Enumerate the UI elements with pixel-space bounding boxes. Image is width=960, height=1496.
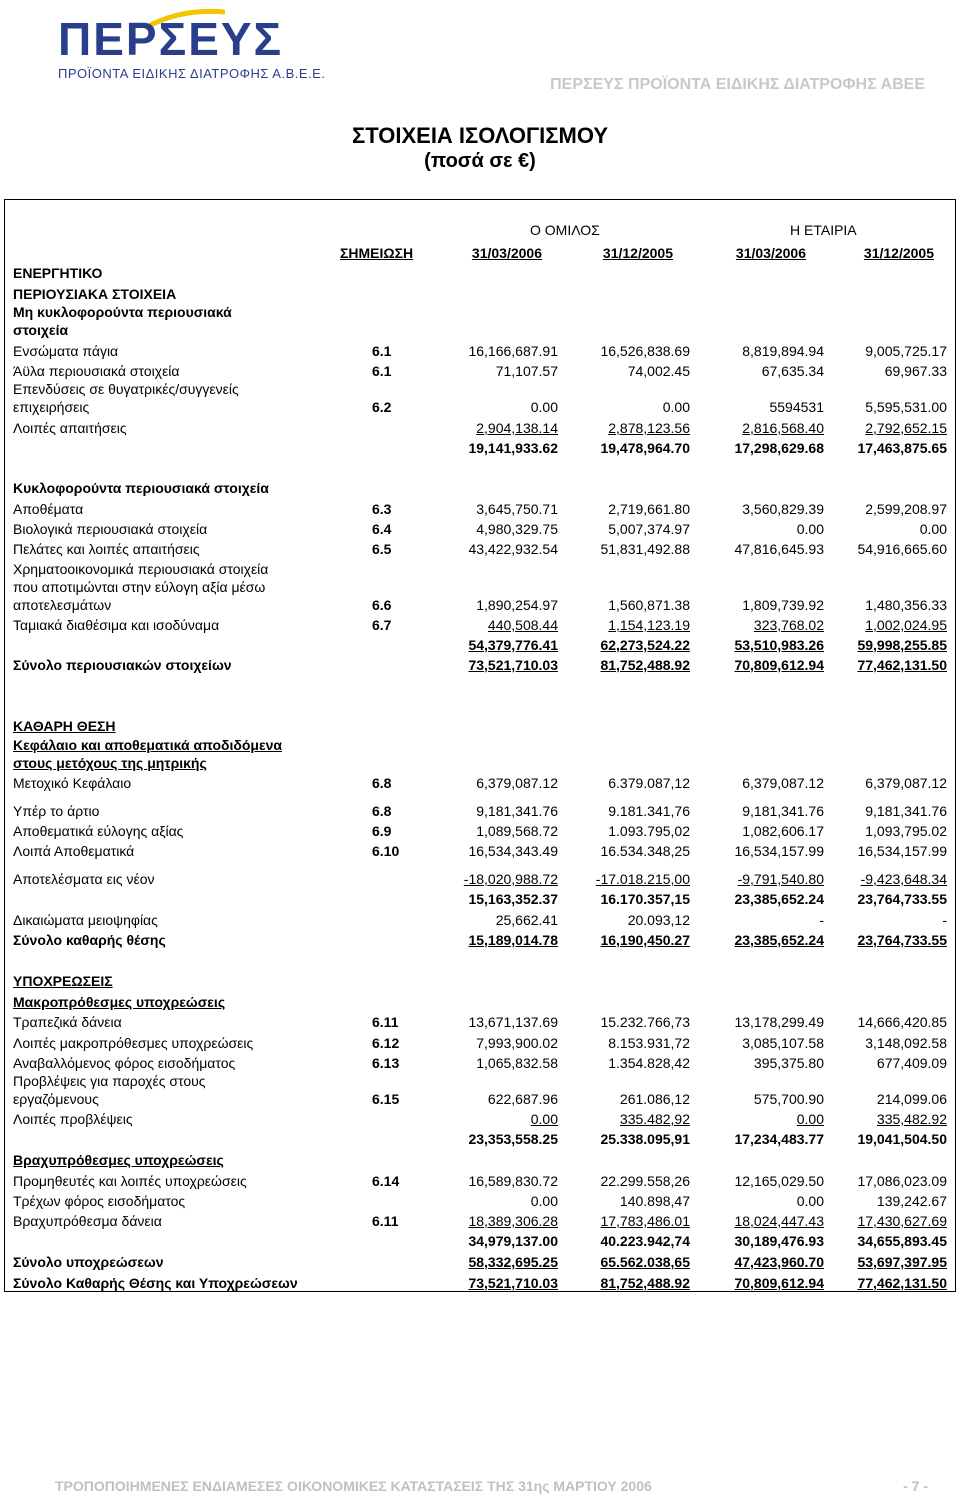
row-value: 23,764,733.55	[857, 891, 947, 907]
row-label: Τρέχων φόρος εισοδήματος	[13, 1193, 186, 1209]
row-value: 0.00	[530, 1111, 558, 1127]
row-value: 6,379,087.12	[476, 775, 558, 791]
header-group-current: 31/03/2006	[471, 245, 542, 261]
row-value: 0.00	[796, 1193, 824, 1209]
row-label: Άϋλα περιουσιακά στοιχεία	[13, 363, 180, 379]
row-value: 335.482,92	[619, 1111, 690, 1127]
row-value: 62,273,524.22	[600, 637, 690, 653]
row-value: 51,831,492.88	[600, 541, 690, 557]
row-label: αποτελεσμάτων	[13, 597, 112, 613]
row-value: 2,878,123.56	[608, 420, 690, 436]
row-value: 17,086,023.09	[857, 1173, 947, 1189]
row-note: 6.2	[372, 399, 392, 415]
row-value: 17,430,627.69	[857, 1213, 947, 1229]
row-value: 7,993,900.02	[476, 1035, 558, 1051]
row-value: 1,560,871.38	[608, 597, 690, 613]
row-value: 34,979,137.00	[468, 1233, 558, 1249]
row-value: 9,181,341.76	[476, 803, 558, 819]
company-header: ΠΕΡΣΕΥΣ ΠΡΟΪΟΝΤΑ ΕΙΔΙΚΗΣ ΔΙΑΤΡΟΦΗΣ ΑΒΕΕ	[550, 76, 925, 93]
row-label: Ενσώματα πάγια	[13, 343, 119, 359]
header-company-prior: 31/12/2005	[863, 245, 934, 261]
row-value: 16,589,830.72	[468, 1173, 558, 1189]
row-note: 6.6	[372, 597, 392, 613]
row-value: 139,242.67	[876, 1193, 947, 1209]
row-value: 0.00	[796, 521, 824, 537]
row-note: 6.11	[372, 1213, 399, 1229]
row-value: 16,190,450.27	[600, 932, 690, 948]
header-company-current: 31/03/2006	[735, 245, 806, 261]
row-value: 16,534,157.99	[734, 843, 824, 859]
group-label-group: Ο ΟΜΙΛΟΣ	[530, 222, 600, 238]
row-note: 6.10	[372, 843, 400, 859]
row-label: Λοιπές προβλέψεις	[13, 1111, 133, 1127]
row-label: Προμηθευτές και λοιπές υποχρεώσεις	[13, 1173, 247, 1189]
row-label: Βραχυπρόθεσμες υποχρεώσεις	[13, 1152, 224, 1168]
row-value: 3,148,092.58	[865, 1035, 947, 1051]
row-value: 18,024,447.43	[734, 1213, 824, 1229]
row-value: 70,809,612.94	[734, 1275, 824, 1291]
row-label: ΠΕΡΙΟΥΣΙΑΚΑ ΣΤΟΙΧΕΙΑ	[13, 286, 177, 302]
row-value: 1,809,739.92	[742, 597, 824, 613]
row-value: 13,671,137.69	[468, 1014, 558, 1030]
row-note: 6.1	[372, 363, 392, 379]
row-note: 6.8	[372, 803, 392, 819]
page-title: ΣΤΟΙΧΕΙΑ ΙΣΟΛΟΓΙΣΜΟΥ	[352, 123, 608, 148]
row-label: Κεφάλαιο και αποθεματικά αποδιδόμενα	[13, 737, 283, 753]
row-value: 23,353,558.25	[468, 1131, 558, 1147]
row-label: Δικαιώματα μειοψηφίας	[13, 912, 158, 928]
row-note: 6.14	[372, 1173, 400, 1189]
row-value: 0.00	[919, 521, 947, 537]
row-label: ΚΑΘΑΡΗ ΘΕΣΗ	[13, 718, 116, 734]
row-value: 677,409.09	[876, 1055, 947, 1071]
row-value: 6,379,087.12	[865, 775, 947, 791]
row-value: 2,816,568.40	[742, 420, 824, 436]
row-note: 6.15	[372, 1091, 400, 1107]
row-label: Υπέρ το άρτιο	[13, 803, 100, 819]
row-value: 3,645,750.71	[476, 501, 558, 517]
row-value: 5,595,531.00	[865, 399, 947, 415]
row-value: 1.093.795,02	[608, 823, 690, 839]
row-value: 77,462,131.50	[857, 657, 947, 673]
row-value: 1,002,024.95	[865, 617, 947, 633]
row-value: 1.354.828,42	[608, 1055, 690, 1071]
row-note: 6.5	[372, 541, 392, 557]
row-label: Προβλέψεις για παροχές στους	[13, 1073, 206, 1089]
row-value: 81,752,488.92	[600, 657, 690, 673]
row-label: Αναβαλλόμενος φόρος εισοδήματος	[13, 1055, 236, 1071]
row-value: 19,478,964.70	[600, 440, 690, 456]
row-value: 30,189,476.93	[734, 1233, 824, 1249]
row-value: 19,141,933.62	[468, 440, 558, 456]
row-label: Επενδύσεις σε θυγατρικές/συγγενείς	[13, 381, 239, 397]
row-value: 70,809,612.94	[734, 657, 824, 673]
row-value: 67,635.34	[761, 363, 824, 379]
row-value: 8,819,894.94	[742, 343, 824, 359]
row-label: Λοιπά Αποθεματικά	[13, 843, 135, 859]
row-value: 53,697,397.95	[857, 1254, 947, 1270]
row-value: 47,816,645.93	[734, 541, 824, 557]
row-label: Σύνολο καθαρής θέσης	[13, 932, 166, 948]
row-value: 19,041,504.50	[857, 1131, 947, 1147]
row-value: 23,385,652.24	[734, 932, 824, 948]
row-value: -	[942, 912, 947, 928]
row-value: 17,463,875.65	[857, 440, 947, 456]
row-label: εργαζόμενους	[13, 1091, 99, 1107]
row-value: 2,792,652.15	[865, 420, 947, 436]
row-value: 16,534,157.99	[857, 843, 947, 859]
row-value: 23,764,733.55	[857, 932, 947, 948]
row-value: 1,082,606.17	[742, 823, 824, 839]
row-value: 20.093,12	[627, 912, 690, 928]
row-value: 261.086,12	[619, 1091, 690, 1107]
logo-wordmark: ΠΕΡΣΕΥΣ	[58, 13, 284, 65]
row-label: Μακροπρόθεσμες υποχρεώσεις	[13, 994, 226, 1010]
row-value: 12,165,029.50	[734, 1173, 824, 1189]
row-label: Αποθεματικά εύλογης αξίας	[13, 823, 184, 839]
row-value: 0.00	[530, 399, 558, 415]
page-subtitle: (ποσά σε €)	[424, 150, 536, 172]
row-value: 2,904,138.14	[476, 420, 558, 436]
row-value: 17,234,483.77	[734, 1131, 824, 1147]
row-label: Βιολογικά περιουσιακά στοιχεία	[13, 521, 208, 537]
row-value: 23,385,652.24	[734, 891, 824, 907]
row-value: 73,521,710.03	[468, 1275, 558, 1291]
row-value: 0.00	[530, 1193, 558, 1209]
row-value: 25,662.41	[495, 912, 558, 928]
row-value: 622,687.96	[487, 1091, 558, 1107]
row-value: -17.018.215,00	[595, 871, 690, 887]
row-value: 335,482.92	[876, 1111, 947, 1127]
row-label: Σύνολο υποχρεώσεων	[13, 1254, 164, 1270]
row-label: Μετοχικό Κεφάλαιο	[13, 775, 132, 791]
row-value: 18,389,306.28	[468, 1213, 558, 1229]
row-value: 1,093,795.02	[865, 823, 947, 839]
row-value: 140.898,47	[619, 1193, 690, 1209]
row-label: Κυκλοφορούντα περιουσιακά στοιχεία	[13, 480, 269, 496]
header-note: ΣΗΜΕΙΩΣΗ	[340, 245, 414, 261]
row-value: 9,005,725.17	[865, 343, 947, 359]
header-group-prior: 31/12/2005	[602, 245, 673, 261]
row-value: 2,719,661.80	[608, 501, 690, 517]
row-value: 3,560,829.39	[742, 501, 824, 517]
row-label: ΥΠΟΧΡΕΩΣΕΙΣ	[13, 973, 113, 989]
row-value: -	[819, 912, 824, 928]
row-value: 22.299.558,26	[600, 1173, 690, 1189]
row-value: 0.00	[662, 399, 690, 415]
row-value: -18,020,988.72	[463, 871, 558, 887]
row-value: 4,980,329.75	[476, 521, 558, 537]
row-value: 15.232.766,73	[600, 1014, 690, 1030]
row-note: 6.3	[372, 501, 392, 517]
row-value: 34,655,893.45	[857, 1233, 947, 1249]
row-value: 395,375.80	[753, 1055, 824, 1071]
row-label: Λοιπές απαιτήσεις	[13, 420, 127, 436]
row-value: 81,752,488.92	[600, 1275, 690, 1291]
row-value: 1,480,356.33	[865, 597, 947, 613]
row-label: Χρηματοοικονομικά περιουσιακά στοιχεία	[13, 561, 269, 577]
footer-text: ΤΡΟΠΟΠΟΙΗΜΕΝΕΣ ΕΝΔΙΑΜΕΣΕΣ ΟΙΚΟΝΟΜΙΚΕΣ ΚΑΤΑΣΤΑΣΕΙΣ ΤΗΣ 31ης ΜΑΡΤΙΟΥ 2006	[55, 1478, 652, 1494]
row-value: 13,178,299.49	[734, 1014, 824, 1030]
row-value: 40.223.942,74	[600, 1233, 690, 1249]
row-value: 6.379.087,12	[608, 775, 690, 791]
row-value: 14,666,420.85	[857, 1014, 947, 1030]
row-label: Αποθέματα	[13, 501, 84, 517]
row-value: -9,423,648.34	[860, 871, 947, 887]
row-label: ΕΝΕΡΓΗΤΙΚΟ	[13, 265, 103, 281]
row-label: επιχειρήσεις	[13, 399, 90, 415]
row-label: Λοιπές μακροπρόθεσμες υποχρεώσεις	[13, 1035, 254, 1051]
row-value: 43,422,932.54	[468, 541, 558, 557]
row-value: 53,510,983.26	[734, 637, 824, 653]
row-value: -9,791,540.80	[737, 871, 824, 887]
row-value: 0.00	[796, 1111, 824, 1127]
row-note: 6.9	[372, 823, 392, 839]
row-value: 74,002.45	[627, 363, 690, 379]
row-value: 16,166,687.91	[468, 343, 558, 359]
row-label: στοιχεία	[13, 322, 69, 338]
row-value: 1,089,568.72	[476, 823, 558, 839]
row-value: 16,534,343.49	[468, 843, 558, 859]
row-note: 6.7	[372, 617, 392, 633]
row-note: 6.1	[372, 343, 392, 359]
row-value: 16.170.357,15	[600, 891, 690, 907]
row-label: που αποτιμώνται στην εύλογη αξία μέσω	[13, 579, 266, 595]
row-note: 6.12	[372, 1035, 400, 1051]
row-value: 47,423,960.70	[734, 1254, 824, 1270]
row-note: 6.11	[372, 1014, 399, 1030]
row-value: 77,462,131.50	[857, 1275, 947, 1291]
row-label: Βραχυπρόθεσμα δάνεια	[13, 1213, 162, 1229]
row-value: 1,154,123.19	[608, 617, 690, 633]
row-label: στους μετόχους της μητρικής	[13, 755, 207, 771]
row-value: 59,998,255.85	[857, 637, 947, 653]
row-note: 6.8	[372, 775, 392, 791]
row-value: 54,379,776.41	[468, 637, 558, 653]
page-number: - 7 -	[903, 1478, 928, 1494]
row-value: 3,085,107.58	[742, 1035, 824, 1051]
row-label: Ταμιακά διαθέσιμα και ισοδύναμα	[13, 617, 220, 633]
row-value: 65.562.038,65	[600, 1254, 690, 1270]
row-label: Πελάτες και λοιπές απαιτήσεις	[13, 541, 200, 557]
row-value: 2,599,208.97	[865, 501, 947, 517]
row-value: 17,783,486.01	[600, 1213, 690, 1229]
row-value: 1,890,254.97	[476, 597, 558, 613]
row-value: 5,007,374.97	[608, 521, 690, 537]
row-label: Σύνολο Καθαρής Θέσης και Υποχρεώσεων	[13, 1275, 298, 1291]
row-value: 15,189,014.78	[468, 932, 558, 948]
row-value: 17,298,629.68	[734, 440, 824, 456]
row-value: 15,163,352.37	[468, 891, 558, 907]
row-value: 73,521,710.03	[468, 657, 558, 673]
row-note: 6.13	[372, 1055, 400, 1071]
row-note: 6.4	[372, 521, 392, 537]
row-value: 8.153.931,72	[608, 1035, 690, 1051]
row-value: 9,181,341.76	[865, 803, 947, 819]
row-value: 54,916,665.60	[857, 541, 947, 557]
row-value: 58,332,695.25	[468, 1254, 558, 1270]
row-value: 9,181,341.76	[742, 803, 824, 819]
row-value: 575,700.90	[753, 1091, 824, 1107]
row-label: Μη κυκλοφορούντα περιουσιακά	[13, 304, 232, 320]
row-label: Τραπεζικά δάνεια	[13, 1014, 122, 1030]
row-value: 25.338.095,91	[600, 1131, 690, 1147]
row-value: 9.181.341,76	[608, 803, 690, 819]
row-label: Αποτελέσματα εις νέον	[13, 871, 155, 887]
row-label: Σύνολο περιουσιακών στοιχείων	[13, 657, 232, 673]
logo-tagline: ΠΡΟΪΟΝΤΑ ΕΙΔΙΚΗΣ ΔΙΑΤΡΟΦΗΣ Α.Β.Ε.Ε.	[58, 66, 326, 81]
row-value: 214,099.06	[876, 1091, 947, 1107]
row-value: 16.534.348,25	[600, 843, 690, 859]
row-value: 440,508.44	[487, 617, 558, 633]
row-value: 323,768.02	[753, 617, 824, 633]
row-value: 16,526,838.69	[600, 343, 690, 359]
row-value: 6,379,087.12	[742, 775, 824, 791]
group-label-company: Η ΕΤΑΙΡΙΑ	[790, 222, 857, 238]
row-value: 5594531	[769, 399, 824, 415]
row-value: 69,967.33	[884, 363, 947, 379]
row-value: 1,065,832.58	[476, 1055, 558, 1071]
row-value: 71,107.57	[495, 363, 558, 379]
